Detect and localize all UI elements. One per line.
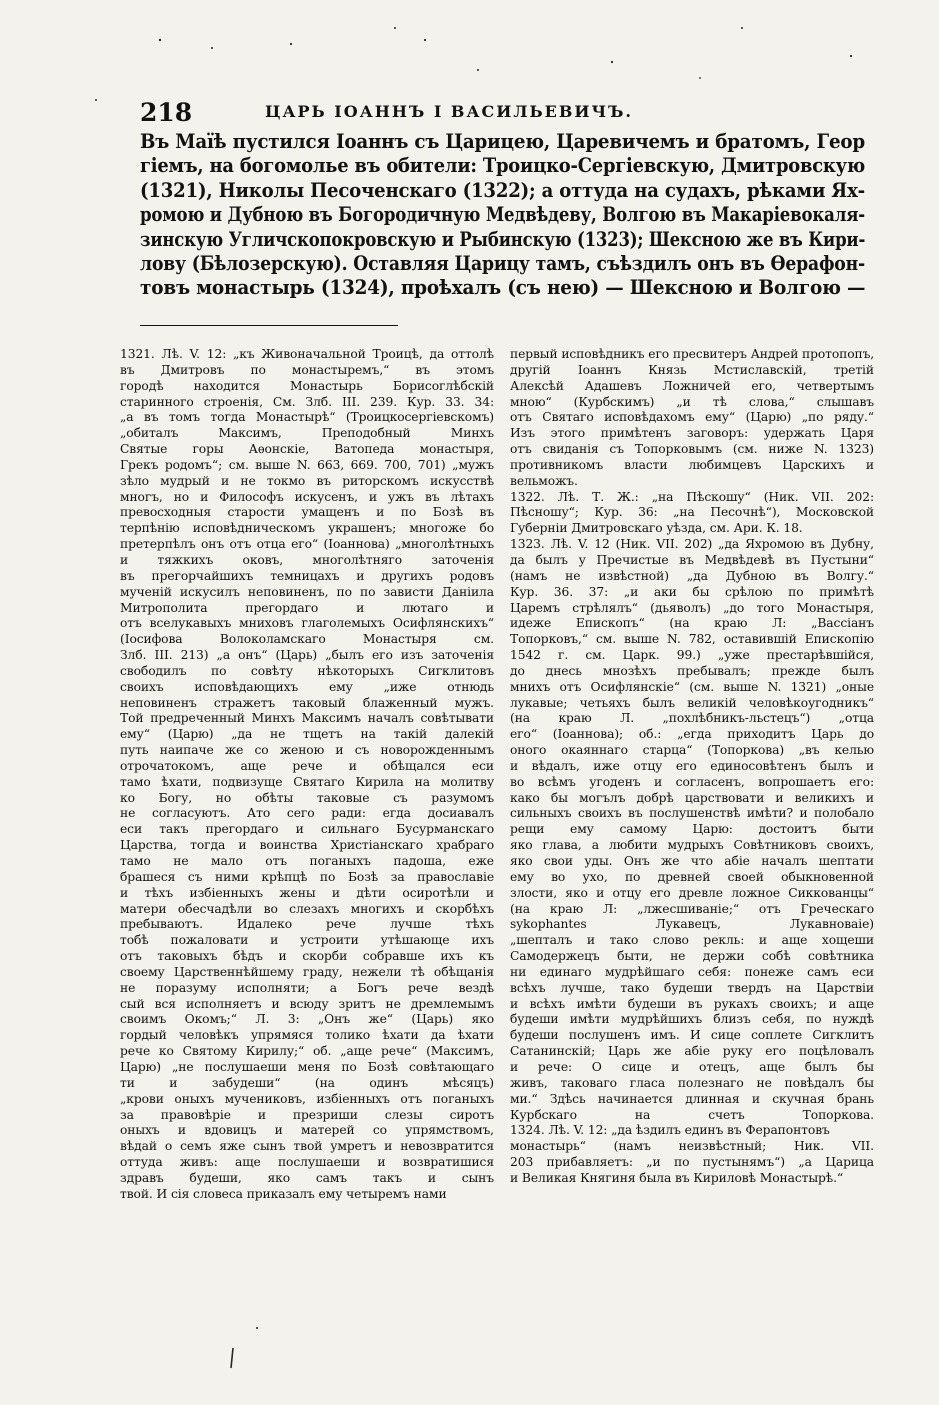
footnote-line: Топорковъ,“ см. выше N. 782, оставившій Епископію xyxy=(510,632,874,647)
footnote-line: Царства, тогда и воинства Христіанскаго храбраго xyxy=(120,838,494,853)
footnote-line: его“ (Іоаннова); об.: „егда приходитъ Царь до xyxy=(510,727,874,742)
footnote-line: будеши имѣти мудрѣйшихъ близъ себя, по нуждѣ xyxy=(510,1012,874,1027)
footnote-line: оныхъ и вдовицъ и матерей со упрямствомъ, xyxy=(120,1123,494,1138)
footnote-line: отрочатокомъ, аще рече и обѣщался еси xyxy=(120,758,494,773)
footnote-line: не согласуютъ. Ато сего ради: егда досиавалъ xyxy=(120,806,494,821)
footnotes-right-column xyxy=(510,347,874,1187)
footnote-line: како бы могълъ добрѣ царствовати и великихъ и xyxy=(510,790,874,805)
footnote-line: брашеся съ ними крѣпцѣ по Бозѣ за православіе xyxy=(120,869,494,884)
footnote-line: Святые горы Аѳонскіе, Ватопеда монастыря, xyxy=(120,442,494,457)
footnote-line: превосходныя старости умащенъ и по Бозѣ въ xyxy=(120,505,494,520)
footnote-line: яко глава, а любити мудрыхъ Совѣтниковъ своихъ, xyxy=(510,838,874,853)
footnote-line: (Іосифова Волоколамскаго Монастыря см. xyxy=(120,632,494,647)
footnote-line: оттуда живъ: аще послушаеши и возвратишися xyxy=(120,1155,494,1170)
main-text-line: товъ монастырь (1324), проѣхалъ (съ нею) — Шексною и Волгою — xyxy=(140,276,866,300)
footnote-line: путь наипаче же со женою и съ новорожденнымъ xyxy=(120,743,494,758)
footnote-line: оного окаяннаго старца“ (Топоркова) „въ келью xyxy=(510,743,874,758)
footnote-line: еси такъ прегордаго и сильнаго Бусурманскаго xyxy=(120,822,494,837)
footnote-line: мученій искусилъ неповиненъ, по по зависти Даніила xyxy=(120,584,494,599)
footnote-line: ко Богу, но обѣты таковые съ разумомъ xyxy=(120,790,494,805)
footnote-line: Губерніи Дмитровскаго уѣзда, см. Ари. К. 18. xyxy=(510,521,803,536)
footnote-line: отъ вселукавыхъ мниховъ глаголемыхъ Осифлянскихъ“ xyxy=(120,616,494,631)
footnote-line: Царю) „не послушаеши меня по Бозѣ совѣтающаго xyxy=(120,1059,494,1074)
footnote-line: сильныхъ своихъ въ послушенствѣ имѣти? и полобало xyxy=(510,806,874,821)
footnote-line: терпѣнію исповѣдническомъ украшенъ; многоже бо xyxy=(120,521,494,536)
footnote-line: да былъ у Пречистые въ Медвѣдевѣ въ Пустыни“ xyxy=(510,552,874,567)
footnote-line: 1322. Лѣ. Т. Ж.: „на Пѣскошу“ (Ник. VII. 202: xyxy=(510,489,874,504)
footnote-line: Митрополита прегордаго и лютаго и xyxy=(120,600,494,615)
footnote-line: городѣ находится Монастырь Борисоглѣбскій xyxy=(120,378,494,393)
footnote-line: ми.“ Здѣсь начинается длинная и скучная брань xyxy=(510,1091,874,1106)
footnote-line: во всѣмъ угоденъ и согласенъ, вопрошаетъ его: xyxy=(510,774,874,789)
footnote-line: sykophantes Лукавецъ, Лукавноваіе) xyxy=(510,917,874,932)
main-text-line: зинскую Угличскопокровскую и Рыбинскую (1323); Шексною же въ Кири- xyxy=(140,227,866,251)
footnote-line: монастырь“ (намъ неизвѣстный; Ник. VII. xyxy=(510,1139,874,1154)
footnote-line: первый исповѣдникъ его пресвитеръ Андрей протопопъ, xyxy=(510,347,875,361)
footnote-line: твой. И сія словеса приказалъ ему четыремъ нами xyxy=(120,1186,447,1201)
footnote-line: въ прегорчайшихъ темницахъ и другихъ родовъ xyxy=(120,568,494,583)
running-title: ЦАРЬ ІОАННЪ І ВАСИЛЬЕВИЧЪ. xyxy=(265,102,633,121)
footnote-line: Пѣсношу“; Кур. 36: „на Песочнѣ“), Московской xyxy=(510,505,874,520)
footnote-line: ему во ухо, по древней своей обыкновенной xyxy=(510,869,874,884)
main-text-line: ромою и Дубною въ Богородичную Медвѣдеву, Волгою въ Макаріевокаля- xyxy=(140,203,865,227)
footnote-line: гордый человѣкъ упрямяся толико ѣхати да ѣхати xyxy=(120,1028,494,1043)
footnote-line: яко свои уды. Онъ же что абіе началъ шептати xyxy=(510,854,874,868)
footnote-line: неповиненъ стражетъ таковый блаженный мужъ. xyxy=(120,695,494,710)
footnote-line: матери обесчадѣли во слезахъ многихъ и скорбѣхъ xyxy=(120,901,494,916)
footnote-line: вельможъ. xyxy=(510,473,578,488)
footnote-line: рече ко Святому Кирилу;“ об. „аще рече“ (Максимъ, xyxy=(120,1044,494,1059)
footnote-line: Алексѣй Адашевъ Ложничей его, четвертымъ xyxy=(510,378,874,393)
footnote-line: (намъ не извѣстной) „да Дубною въ Волгу.“ xyxy=(510,568,874,583)
footnote-line: „шепталъ и тако слово рекль: и аще хощеши xyxy=(510,933,874,948)
page-number: 218 xyxy=(140,98,193,127)
footnote-line: „крови оныхъ мучениковъ, избіенныхъ отъ поганыхъ xyxy=(120,1091,494,1106)
footnote-line: своему Царственнѣйшему граду, нежели тѣ обѣщанія xyxy=(120,964,494,979)
main-text-line: Въ Маїѣ пустился Іоаннъ съ Царицею, Царевичемъ и братомъ, Геор xyxy=(140,130,865,153)
footnote-line: 1542 г. см. Царк. 99.) „уже престарѣвшійся, xyxy=(510,648,874,663)
footnote-line: Изъ этого примѣтенъ заговоръ: удержать Царя xyxy=(510,426,874,441)
footnote-line: свободилъ по совѣту нѣкоторыхъ Сигклитовъ xyxy=(120,663,494,678)
page-header xyxy=(140,98,860,128)
footnote-line: 203 прибавляетъ: „и по пустынямъ“) „а Царица xyxy=(510,1155,874,1170)
footnote-line: и рече: О сице и отецъ, аще былъ бы xyxy=(510,1059,874,1074)
footnote-line: и Великая Княгиня была въ Кириловѣ Монастырѣ.“ xyxy=(510,1170,844,1185)
footnote-line: Царемъ стрѣлялъ“ (дьяволъ) „до того Монастыря, xyxy=(510,600,874,615)
footnote-line: Грекъ родомъ“; см. выше N. 663, 669. 700, 701) „мужъ xyxy=(120,457,494,472)
footnote-line: ти и забудеши“ (на одинъ мѣсяцъ) xyxy=(120,1075,494,1090)
footnote-line: 1321. Лѣ. V. 12: „къ Живоначальной Троицѣ, да оттолѣ xyxy=(120,347,494,361)
footnote-line: Сатанинскій; Царь же абіе руку его поцѣловалъ xyxy=(510,1044,874,1059)
footnote-line: вѣдай о семъ яже сынъ твой умретъ и невозвратится xyxy=(120,1139,494,1154)
footnote-line: идеже Епископъ“ (на краю Л: „Вассіанъ xyxy=(510,616,874,631)
footnote-line: въ Дмитровъ по монастыремъ,“ въ этомъ xyxy=(120,362,494,377)
footnote-line: (на краю Л. „похлѣбникъ-льстецъ“) „отца xyxy=(510,711,874,726)
footnote-line: тамо не мало отъ поганыхъ падоша, еже xyxy=(120,854,494,868)
footnote-line: старинного строенія, См. Злб. III. 239. Кур. 33. 34: xyxy=(120,394,494,409)
footnote-line: претерпѣлъ онъ отъ отца его“ (Іоаннова) „многолѣтныхъ xyxy=(120,537,494,552)
footnote-line: тамо ѣхати, подвизуще Святаго Кирила на молитву xyxy=(120,774,494,789)
main-text-line: гіемъ, на богомолье въ обители: Троицко-Сергіевскую, Дмитровскую xyxy=(140,154,865,178)
footnote-line: рещи ему самому Царю: достоитъ быти xyxy=(510,822,874,837)
footnote-line: и тѣхъ избіенныхъ жены и дѣти осиротѣли и xyxy=(120,885,494,900)
main-text-line: лову (Бѣлозерскую). Оставляя Царицу тамъ, съѣздилъ онъ въ Ѳерафон- xyxy=(140,252,865,276)
footnote-line: и тяжкихъ оковъ, многолѣтняго заточенія xyxy=(120,552,494,567)
footnote-line: Той предреченный Минхъ Максимъ началъ совѣтывати xyxy=(120,711,494,726)
footnote-line: мною“ (Курбскимъ) „и тѣ слова,“ слышавъ xyxy=(510,394,874,409)
footnote-line: своимъ Окомъ;“ Л. 3: „Онъ же“ (Царь) яко xyxy=(120,1012,494,1027)
footnote-line: отъ свиданія съ Топорковымъ (см. ниже N. 1323) xyxy=(510,442,874,457)
footnote-line: 1323. Лѣ. V. 12 (Ник. VII. 202) „да Яхромою въ Дубну, xyxy=(510,537,874,552)
footnote-line: ему“ (Царю) „да не тщетъ на такій далекій xyxy=(120,727,494,742)
footnote-line: не поразуму исполняти; а Богъ рече вездѣ xyxy=(120,980,494,995)
footnote-line: злости, яко и отцу его древле ложное Сиккованцы“ xyxy=(510,885,874,900)
footnote-line: другій Іоаннъ Князь Мстиславскій, третій xyxy=(510,362,874,377)
footnote-line: зѣло мудрый и не токмо въ риторскомъ искусствѣ xyxy=(120,473,494,488)
footnote-line: и вѣдалъ, иже отцу его единосовѣтенъ былъ и xyxy=(510,758,874,773)
footnote-line: лукавые; четьяхъ былъ великій человѣкоугодникъ“ xyxy=(510,695,874,710)
footnote-line: ни единаго мудрѣйшаго себя: понеже самъ еси xyxy=(510,964,874,979)
footnote-line: здравъ будеши, яко самъ такъ и сынъ xyxy=(120,1170,494,1185)
footnote-line: пребываютъ. Идалеко рече лучше тѣхъ xyxy=(120,917,494,932)
footnote-line: тобѣ пожаловати и устроити утѣшающе ихъ xyxy=(120,933,494,948)
footnote-line: всѣхъ лучше, тако будеши твердъ на Царствіи xyxy=(510,980,874,995)
footnote-line: Кур. 36. 37: „и аки бы срѣлою по примѣтѣ xyxy=(510,584,874,599)
footnote-line: Самодержецъ быти, не держи собѣ совѣтника xyxy=(510,949,874,964)
footnote-line: сый вся исполняетъ и всюду зритъ не дремлемымъ xyxy=(120,996,494,1011)
main-text-line: (1321), Николы Песоченскаго (1322); а оттуда на судахъ, рѣками Ях- xyxy=(140,178,865,202)
main-text-block xyxy=(140,130,865,301)
footnote-line: своихъ исповѣдающихъ ему „иже отнюдь xyxy=(120,679,494,694)
footnote-line: и всѣхъ имѣти будеши въ рукахъ своихъ; и аще xyxy=(510,996,874,1011)
footnote-line: отъ таковыхъ бѣдъ и скорби собравше ихъ къ xyxy=(120,949,494,964)
footnote-line: „а въ томъ тогда Монастырѣ“ (Троицкосергіевскомъ) xyxy=(120,410,494,425)
footnote-line: за правовѣріе и презриши слезы сиротъ xyxy=(120,1107,494,1122)
footnote-line: „обиталъ Максимъ, Преподобный Минхъ xyxy=(120,426,494,441)
footnote-line: живъ, таковаго гласа полезнаго не повѣдалъ бы xyxy=(510,1075,874,1090)
footnote-line: 1324. Лѣ. V. 12: „да ѣздилъ единъ въ Ферапонтовъ xyxy=(510,1123,830,1138)
footnote-line: противникомъ власти любимцевъ Царскихъ и xyxy=(510,457,874,472)
footnote-line: будеши послушенъ имъ. И сице соплете Сигклитъ xyxy=(510,1028,874,1043)
footnote-separator-rule xyxy=(140,325,398,326)
footnote-line: Злб. III. 213) „а онъ“ (Царь) „былъ его изъ заточенія xyxy=(120,648,494,663)
footnotes-left-column xyxy=(120,347,494,1203)
footnote-line: многъ, но и Философъ искусенъ, и ужъ въ лѣтахъ xyxy=(120,489,494,504)
footnote-line: (на краю Л: „лжесшиваніе;“ отъ Греческаго xyxy=(510,901,874,916)
footnote-line: Курбскаго на счетъ Топоркова. xyxy=(510,1107,874,1122)
footnote-line: до днесь мнозѣхъ пребывалъ; прежде былъ xyxy=(510,663,874,678)
footnote-line: отъ Святаго исповѣдахомъ ему“ (Царю) „по ряду.“ xyxy=(510,410,874,425)
footnote-line: мнихъ отъ Осифлянскіе“ (см. выше N. 1321) „оные xyxy=(510,679,874,694)
